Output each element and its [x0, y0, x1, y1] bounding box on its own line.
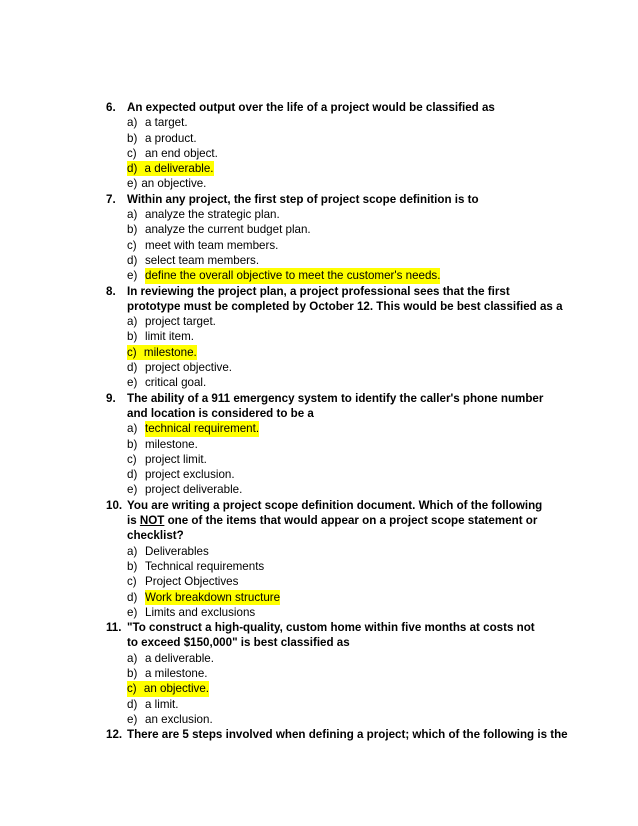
answer-option — [106, 712, 546, 727]
option-text: a target. — [145, 116, 188, 130]
option-letter: d) — [127, 590, 138, 604]
option-letter: a) — [127, 651, 138, 665]
question-text-segment: is — [127, 514, 140, 528]
answer-option — [106, 207, 546, 222]
answer-option — [106, 176, 546, 191]
option-text: limit item. — [145, 330, 194, 344]
question-11 — [106, 620, 546, 651]
question-7 — [106, 192, 546, 207]
option-letter: e) — [127, 376, 138, 390]
answer-option — [106, 467, 546, 482]
option-letter: a) — [127, 116, 138, 130]
option-letter: c) — [127, 345, 137, 359]
question-12 — [106, 727, 568, 742]
question-line: In reviewing the project plan, a project professional sees that the first — [127, 284, 510, 298]
answer-option — [106, 590, 546, 605]
question-line: and location is considered to be a — [127, 406, 314, 420]
question-line: checklist? — [127, 529, 184, 543]
option-letter: a) — [127, 208, 138, 222]
option-text: a product. — [145, 131, 197, 145]
option-text: project limit. — [145, 452, 207, 466]
answer-option — [106, 697, 546, 712]
question-line: You are writing a project scope definition document. Which of the following — [127, 498, 543, 512]
option-letter: c) — [127, 682, 137, 696]
question-number: 8. — [106, 284, 116, 298]
option-text: project deliverable. — [145, 483, 243, 497]
answer-option — [106, 345, 546, 360]
answer-option — [106, 314, 546, 329]
answer-option — [106, 574, 546, 589]
question-10 — [106, 498, 546, 544]
answer-option — [106, 238, 546, 253]
highlighted-answer: technical requirement. — [145, 422, 260, 436]
underlined-emphasis: NOT — [139, 514, 165, 528]
option-text: meet with team members. — [145, 238, 279, 252]
question-line: to exceed $150,000" is best classified as — [127, 636, 350, 650]
answer-option — [106, 375, 546, 390]
option-letter: c) — [127, 575, 137, 589]
option-text: milestone. — [145, 437, 198, 451]
answer-option — [106, 161, 546, 176]
option-letter: e) — [127, 605, 138, 619]
option-text: an end object. — [145, 146, 218, 160]
answer-option — [106, 544, 546, 559]
option-letter: e) — [127, 269, 138, 283]
option-letter: a) — [127, 315, 138, 329]
answer-option — [106, 421, 546, 436]
question-number: 10. — [106, 498, 123, 512]
question-text — [127, 498, 546, 544]
option-letter: e) — [127, 712, 138, 726]
answer-option — [106, 605, 546, 620]
question-number: 12. — [106, 728, 123, 742]
question-text — [127, 727, 568, 742]
answer-option — [106, 329, 546, 344]
answer-option — [106, 360, 546, 375]
answer-option — [106, 437, 546, 452]
option-letter: c) — [127, 238, 137, 252]
option-text: project target. — [145, 315, 216, 329]
answer-option — [106, 131, 546, 146]
question-text — [127, 284, 563, 315]
answer-option — [106, 268, 546, 283]
answer-option — [106, 559, 546, 574]
question-line: prototype must be completed by October 12. This would be best classified as a — [127, 299, 563, 313]
question-text — [127, 100, 546, 115]
option-letter: d) — [127, 468, 138, 482]
question-line: An expected output over the life of a project would be classified as — [127, 101, 495, 114]
question-number: 6. — [106, 101, 116, 114]
question-text-segment: one of the items that would appear on a project scope statement or — [164, 514, 538, 528]
option-letter: a) — [127, 544, 138, 558]
question-8 — [106, 284, 563, 315]
option-letter: b) — [127, 330, 138, 344]
option-letter: d) — [127, 253, 138, 267]
option-text: a limit. — [145, 697, 179, 711]
option-letter: c) — [127, 146, 137, 160]
answer-option — [106, 452, 546, 467]
question-9 — [106, 391, 546, 422]
question-number: 9. — [106, 391, 116, 405]
answer-highlight — [127, 345, 197, 360]
option-text: a milestone. — [145, 666, 208, 680]
option-letter: b) — [127, 131, 138, 145]
option-text: select team members. — [145, 253, 260, 267]
answer-option — [106, 115, 546, 130]
answer-option — [106, 253, 546, 268]
highlighted-answer: an objective. — [143, 682, 210, 696]
option-text: Project Objectives — [145, 575, 239, 589]
highlighted-answer: a deliverable. — [144, 162, 214, 176]
quiz-content — [106, 100, 568, 742]
option-text: an objective. — [141, 177, 207, 191]
highlighted-answer: milestone. — [143, 345, 197, 359]
answer-highlight — [127, 681, 209, 696]
answer-highlight — [127, 161, 214, 176]
answer-option — [106, 146, 546, 161]
option-letter: d) — [127, 697, 138, 711]
question-line — [127, 513, 546, 528]
option-letter: e) — [127, 483, 138, 497]
option-text: an exclusion. — [145, 712, 213, 726]
question-line: The ability of a 911 emergency system to identify the caller's phone number — [127, 391, 544, 405]
question-number: 11. — [106, 621, 122, 635]
question-line: There are 5 steps involved when defining a project; which of the following is the — [127, 728, 568, 742]
option-text: Technical requirements — [145, 559, 265, 573]
highlighted-answer: define the overall objective to meet the customer's needs. — [145, 269, 441, 283]
answer-option — [106, 666, 546, 681]
question-line: "To construct a high-quality, custom home within five months at costs not — [127, 621, 535, 635]
answer-option — [106, 482, 546, 497]
option-text: analyze the current budget plan. — [145, 223, 311, 237]
option-text: critical goal. — [145, 376, 207, 390]
question-text — [127, 391, 546, 422]
option-letter: b) — [127, 437, 138, 451]
option-letter: e) — [127, 177, 138, 191]
answer-option — [106, 681, 546, 696]
option-text: Limits and exclusions — [145, 605, 256, 619]
question-line: Within any project, the first step of project scope definition is to — [127, 192, 479, 206]
option-text: Deliverables — [145, 544, 209, 558]
question-number: 7. — [106, 192, 116, 206]
option-letter: a) — [127, 422, 138, 436]
question-text — [127, 192, 546, 207]
answer-option — [106, 222, 546, 237]
question-text — [127, 620, 546, 651]
option-text: analyze the strategic plan. — [145, 208, 280, 222]
option-text: project objective. — [145, 361, 232, 375]
question-6 — [106, 100, 546, 115]
option-text: project exclusion. — [145, 468, 235, 482]
answer-option — [106, 651, 546, 666]
highlighted-answer: Work breakdown structure — [145, 590, 281, 604]
option-letter: d) — [127, 162, 138, 176]
option-text: a deliverable. — [145, 651, 214, 665]
option-letter: b) — [127, 223, 138, 237]
option-letter: d) — [127, 361, 138, 375]
option-letter: c) — [127, 452, 137, 466]
option-letter: b) — [127, 559, 138, 573]
option-letter: b) — [127, 666, 138, 680]
